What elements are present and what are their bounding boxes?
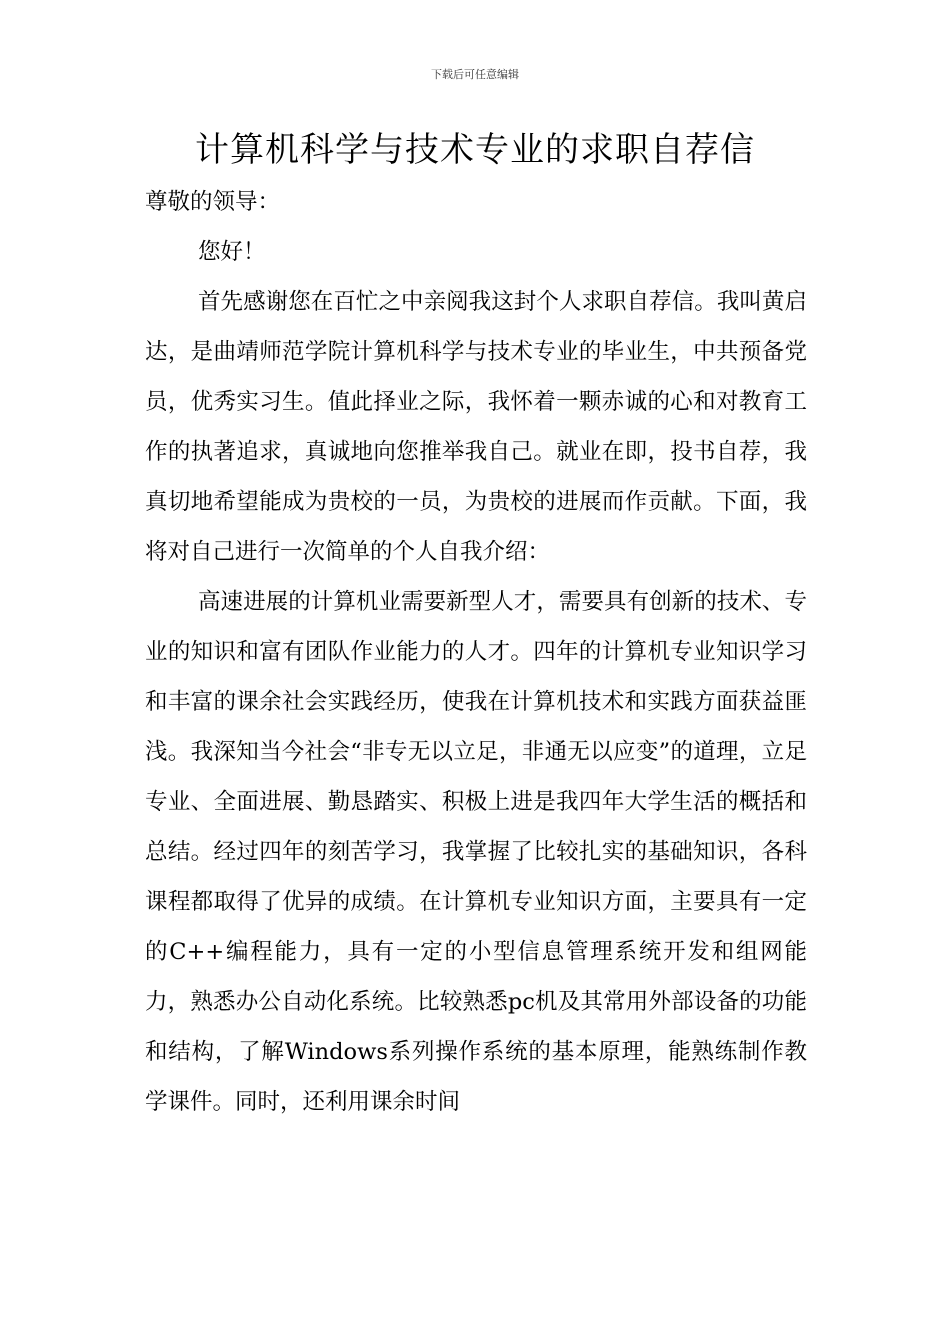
document-title: 计算机科学与技术专业的求职自荐信	[195, 130, 755, 170]
header-note: 下载后可任意编辑	[431, 68, 519, 81]
letter-body	[145, 177, 807, 1127]
paragraph-skills: 高速进展的计算机业需要新型人才，需要具有创新的技术、专业的知识和富有团队作业能力的人才。四年的计算机专业知识学习和丰富的课余社会实践经历，使我在计算机技术和实践方面获益匪浅。我深知当今社会“非专无以立足，非通无以应变”的道理，立足专业、全面进展、勤恳踏实、积极上进是我四年大学生活的概括和总结。经过四年的刻苦学习，我掌握了比较扎实的基础知识，各科课程都取得了优异的成绩。在计算机专业知识方面，主要具有一定的C++编程能力，具有一定的小型信息管理系统开发和组网能力，熟悉办公自动化系统。比较熟悉pc机及其常用外部设备的功能和结构，了解Windows系列操作系统的基本原理，能熟练制作教学课件。同时，还利用课余时间	[145, 589, 807, 1115]
salutation: 尊敬的领导：	[145, 189, 281, 215]
greeting: 您好！	[198, 239, 266, 265]
paragraph-intro: 首先感谢您在百忙之中亲阅我这封个人求职自荐信。我叫黄启达，是曲靖师范学院计算机科学与技术专业的毕业生，中共预备党员，优秀实习生。值此择业之际，我怀着一颗赤诚的心和对教育工作的执著追求，真诚地向您推举我自己。就业在即，投书自荐，我真切地希望能成为贵校的一员，为贵校的进展而作贡献。下面，我将对自己进行一次简单的个人自我介绍：	[145, 289, 807, 565]
